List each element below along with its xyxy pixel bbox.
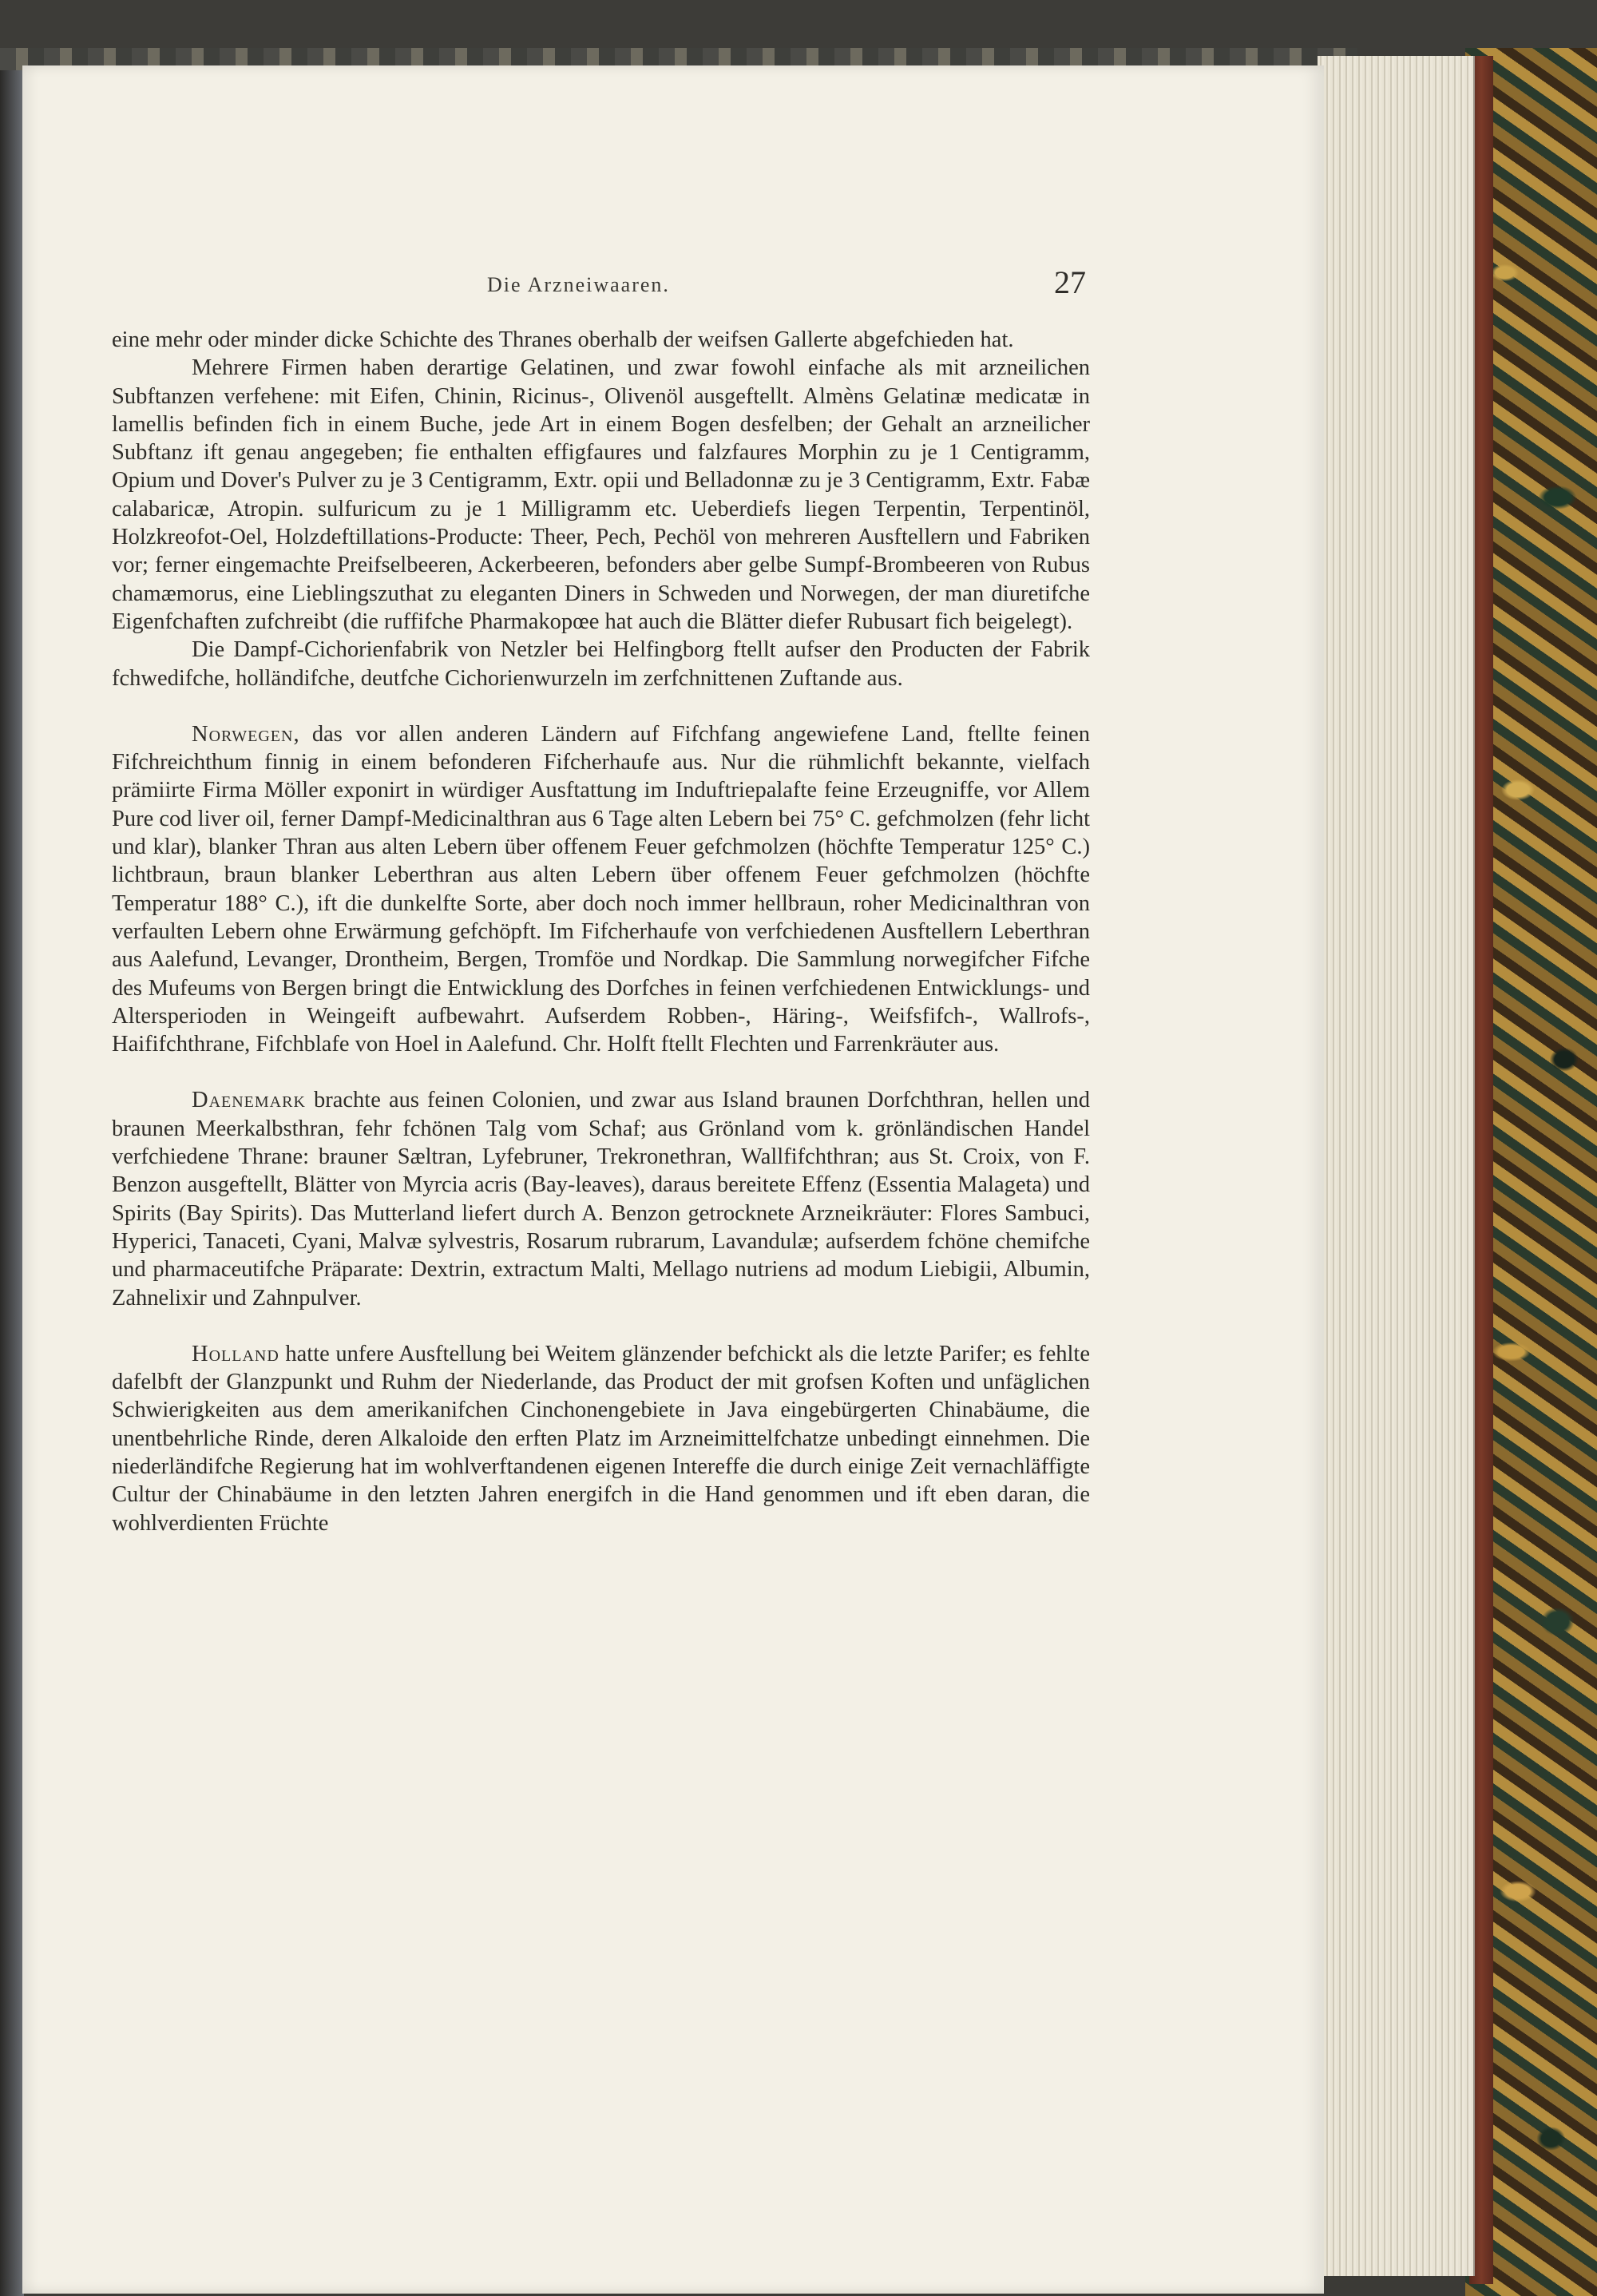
section-lead-daenemark: Daenemark (192, 1088, 306, 1113)
paragraph-norwegen-text: , das vor allen anderen Ländern auf Fifchfang angewiefene Land, ftellte feinen Fifchreichthum finnig in einem befonderen Fifcherhaufe aus. Nur die rühmlichft bekannte, vielfach prämiirte Firma Möller exponirt in würdiger Ausftattung im Induftriepalafte feine Erzeugniffe, vor Allem Pure cod liver oil, ferner Dampf-Medicinalthran aus 6 Tage alten Lebern bei 75° C. gefchmolzen (fehr licht und klar), blanker Thran aus alten Lebern über offenem Feuer gefchmolzen (höchfte Temperatur 125° C.) lichtbraun, braun blanker Leberthran aus alten Lebern über offenem Feuer gefchmolzen (höchfte Temperatur 188° C.), ift die dunkelfte Sorte, aber doch noch immer hellbraun, roher Medicinalthran von verfaulten Lebern ohne Erwärmung gefchöpft. Im Fifcherhaufe von verfchiedenen Ausftellern Leberthran aus Aalefund, Levanger, Drontheim, Bergen, Tromföe und Nordkap. Die Sammlung norwegifcher Fifche des Mufeums von Bergen bringt die Entwicklung des Dorfches in feinen verfchiedenen Entwicklungs- und Altersperioden in Weingeift aufbewahrt. Aufserdem Robben-, Häring-, Weifsfifch-, Wallrofs-, Haififchthrane, Fifchblafe von Hoel in Aalefund. Chr. Holft ftellt Flechten und Farrenkräuter aus. (112, 721, 1090, 1057)
paragraph-norwegen (112, 720, 1090, 1059)
body-text (112, 326, 1090, 1537)
section-lead-norwegen: Norwegen (192, 721, 294, 747)
running-head (112, 264, 1086, 303)
left-cover-edge (0, 48, 24, 2296)
paragraph-gelatins: Mehrere Firmen haben derartige Gelatinen, und zwar fowohl einfache als mit arzneilichen Subftanzen verfehene: mit Eifen, Chinin, Ricinus-, Olivenöl ausgeftellt. Almèns Gelatinæ medicatæ in lamellis befinden fich in einem Buche, jede Art in einem Bogen desfelben; der Gehalt an arzneilicher Subftanz ift genau angegeben; fie enthalten effigfaures und falzfaures Morphin zu je 1 Centigramm, Opium und Dover's Pulver zu je 3 Centigramm, Extr. opii und Belladonnæ zu je 3 Centigramm, Extr. Fabæ calabaricæ, Atropin. sulfuricum zu je 1 Milligramm etc. Ueberdiefs liegen Terpentin, Terpentinöl, Holzkreofot-Oel, Holzdeftillations-Producte: Theer, Pech, Pechöl von mehreren Ausftellern und Fabriken vor; ferner eingemachte Preifselbeeren, Ackerbeeren, befonders aber gelbe Sumpf-Brombeeren von Rubus chamæmorus, eine Lieblingszuthat zu eleganten Diners in Schweden und Norwegen, der man diuretifche Eigenfchaften zufchreibt (die ruffifche Pharmakopœe hat auch die Blätter diefer Rubusart fich beigelegt). (112, 355, 1090, 634)
page-number: 27 (1054, 264, 1086, 300)
page-block-edge (1318, 56, 1475, 2276)
paragraph-holland-text: hatte unfere Ausftellung bei Weitem glänzender befchickt als die letzte Parifer; es fehlte dafelbft der Glanzpunkt und Ruhm der Niederlande, das Product der mit grofsen Koften und unfäglichen Schwierigkeiten aus dem amerikanifchen Cinchonengebiete in Java eingebürgerten Chinabäume, die unentbehrliche Rinde, deren Alkaloide den erften Platz im Arzneimittelfchatze unbedingt einnehmen. Die niederländifche Regierung hat im wohlverftandenen eigenen Intereffe die durch einige Zeit vernachläffigte Cultur der Chinabäume in den letzten Jahren energifch in die Hand genommen und ift eben daran, die wohlverdienten Früchte (112, 1341, 1090, 1536)
paragraph-daenemark-text: brachte aus feinen Colonien, und zwar aus Island braunen Dorfchthran, hellen und braunen Meerkalbsthran, fehr fchönen Talg vom Schaf; aus Grönland vom k. grönländischen Handel verfchiedene Thrane: brauner Sæltran, Lyfebruner, Trekronethran, Wallfifchthran; aus St. Croix, von F. Benzon ausgeftellt, Blätter von Myrcia acris (Bay-leaves), daraus bereitete Effenz (Essentia Malageta) und Spirits (Bay Spirits). Das Mutterland liefert durch A. Benzon getrocknete Arzneikräuter: Flores Sambuci, Hyperici, Tanaceti, Cyani, Malvæ sylvestris, Rosarum rubrarum, Lavandulæ; aufserdem fchöne chemifche und pharmaceutifche Präparate: Dextrin, extractum Malti, Mellago nutriens ad modum Liebigii, Albumin, Zahnelixir und Zahnpulver. (112, 1088, 1090, 1311)
paragraph-continuation: eine mehr oder minder dicke Schichte des Thranes oberhalb der weifsen Gallerte abgefchieden hat. (112, 327, 1014, 352)
paragraph-holland (112, 1340, 1090, 1537)
section-lead-holland: Holland (192, 1341, 279, 1366)
paragraph-cichorien: Die Dampf-Cichorienfabrik von Netzler bei Helfingborg ftellt aufser den Producten der Fabrik fchwedifche, holländifche, deutfche Cichorienwurzeln im zerfchnittenen Zuftande aus. (112, 637, 1090, 691)
running-title: Die Arzneiwaaren. (487, 273, 670, 296)
paragraph-daenemark (112, 1086, 1090, 1311)
